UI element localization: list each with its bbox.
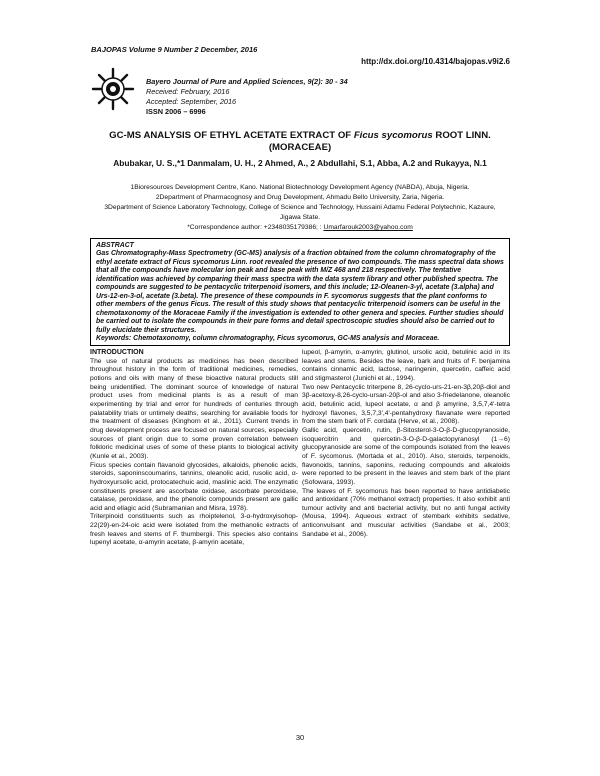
paragraph: The use of natural products as medicines has been described throughout history in the form of traditional medicines, remedies, potions and oils with many of these bioactive natural products still being unidentified. The dominant source of knowledge of natural product uses from medicinal plants is as a result of man experimenting by trial and error for hundreds of centuries through palatability trials or untimely deaths, searching for available foods for the treatment of diseases (Kinghorn et al., 2011). Current trends in drug development process are focused on natural sources, especially sources of plant origin due to some proven correlation between folkloric medicinal uses of some of these plants to biological activity (Kunle et al., 2003). xyxy=(90,357,298,460)
journal-logo xyxy=(91,67,135,111)
section-heading-introduction: INTRODUCTION xyxy=(90,349,144,356)
paper-title xyxy=(95,130,505,154)
journal-info xyxy=(146,77,348,117)
paragraph: Triterpinoid constituents such as rhoiptelenol, 3-α-hydroxyisohop-22(29)-en-24-oic acid were isolated from the methanolic extracts of fresh leaves and stems of F. thumbergii. This species also contains lupenyl acetate, α-amyrin acetate, β-amyrin acetate, xyxy=(90,513,298,547)
affiliation-2: 2Department of Pharmacognosy and Drug Development, Ahmadu Bello University, Zaria, Nigeria. xyxy=(155,194,445,201)
right-column xyxy=(302,349,510,539)
title-species: Ficus sycomorus xyxy=(353,130,433,141)
abstract-box xyxy=(90,238,510,346)
affiliations xyxy=(95,183,505,233)
paragraph: Ficus species contain flavanoid glycosides, alkaloids, phenolic acids, steroids, saponinscoumarins, tannins, oleanolic acid, rusolic acid, α-hydroxyursolic acid, protocatechuic acid, maslinic acid. The enzymatic constituents present are ascorbate oxidase, ascorbate peroxidase, catalase, peroxidase, and the phenolic compounds present are gallic acid and ellagic acid (Subramanian and Misra, 1978). xyxy=(90,461,298,512)
doi-link[interactable]: http://dx.doi.org/10.4314/bajopas.v9i2.6 xyxy=(361,57,510,66)
page-number: 30 xyxy=(295,733,305,742)
affiliation-3: 3Department of Science Laboratory Technology, College of Science and Technology, Hussaini Adamu Federal Polytechnic, Kazaure, Jigawa State. xyxy=(104,204,496,221)
abstract-keywords: Keywords: Chemotaxonomy, column chromatography, Ficus sycomorus, GC-MS analysis and Moraceae. xyxy=(96,334,440,342)
paragraph: Two new Pentacyclic triterpene 8, 26-cyclo-urs-21-en-3β,20β-diol and 3β-acetoxy-8,26-cyclo-ursan-20β-ol and also 3-friedelanone, oleanolic acid, betulinic acid, lupeol acetate, α and β amyrine, 3,5,7,4'-tetra hydroxyl flavones, 3,5,7,3',4'-pentahydroxy flavanate were reported from the stem bark of F. cordata (Herve, et al., 2008). xyxy=(302,383,510,426)
paragraph: Gallic acid, quercetin, rutin, β-Sitosterol-3-O-β-D-glucopyranoside, isoquercitrin and quercetin-3-O-β-D-galactopyranosyl (1→6) glucopyranoside are some of the compounds isolated from the leaves of F. sycomorus. (Mortada et al., 2010). Also, steroids, terpenoids, flavonoids, tannins, saponins, reducing compounds and alkaloids were reported to be present in the leaves and stem bark of the plant (Sofowara, 1993). xyxy=(302,426,510,486)
title-post: ROOT LINN. (MORACEAE) xyxy=(268,130,491,153)
left-column xyxy=(90,349,298,548)
correspondence-label: *Correspondence author: +2348035179386; : xyxy=(187,224,324,231)
title-pre: GC-MS ANALYSIS OF ETHYL ACETATE EXTRACT OF xyxy=(109,130,354,141)
abstract-body: Gas Chromatography-Mass Spectrometry (GC-MS) analysis of a fraction obtained from the column chromatography of the ethyl acetate extract of Ficus sycomorus Linn. root revealed the presence of two compounds. The mass spectral data shows that all the compounds have molecular ion peak and base peak with M/Z 468 and 218 respectively. The tentative identification was achieved by comparing their mass spectra with the data system library and other published spectra. The compounds are suggested to be pentacyclic triterpenoid isomers, and this include; 12-Oleanen-3-yl, acetate (3.alpha) and Urs-12-en-3-ol, acetate (3.beta). The presence of these compounds in F. sycomorus suggests that the plant conforms to other members of the genus Ficus. The result of this study shows that pentacyclic triterpenoid isomers can be useful in the chemotaxonomy of the Moraceae Family if the investigation is extended to other genera and species. Further studies should be carried out to isolate the compounds in their pure forms and detail spectroscopic studies should also be carried out to fully elucidate their structures. xyxy=(96,250,504,334)
correspondence-email[interactable]: Umarfarouk2003@yahoo.com xyxy=(323,224,413,231)
author-list: Abubakar, U. S.,*1 Danmalam, U. H., 2 Ahmed, A., 2 Abdullahi, S.1, Abba, A.2 and Rukayya, N.1 xyxy=(113,158,487,168)
paragraph: The leaves of F. sycomorus has been reported to have antidiabetic and antioxidant (70% methanol extract) properties. It also exhibit anti tumour activity and anti bacterial activity, but no anti fungal activity (Mousa, 1994). Aqueous extract of stembark exhibits sedative, anticonvulsant and muscular activities (Sandabe et al., 2003; Sandabe et al., 2006). xyxy=(302,487,510,538)
running-header: BAJOPAS Volume 9 Number 2 December, 2016 xyxy=(91,45,258,54)
affiliation-1: 1Bioresources Development Centre, Kano. National Biotechnology Development Agency (NABDA), Abuja, Nigeria. xyxy=(130,184,470,191)
journal-name: Bayero Journal of Pure and Applied Sciences, 9(2): 30 - 34 xyxy=(146,77,348,86)
correspondence xyxy=(95,223,505,233)
abstract-heading: ABSTRACT xyxy=(96,242,134,249)
received-date: Received: February, 2016 xyxy=(146,87,230,96)
issn: ISSN 2006 – 6996 xyxy=(146,107,206,116)
accepted-date: Accepted: September, 2016 xyxy=(146,97,237,106)
paragraph: lupeol, β-amyrin, α-amyrin, glutinol, ursolic acid, betulinic acid in its leaves and stems. Besides the leave, bark and fruits of F. benjamina contains cinnamic acid, lactose, naringenin, quercetin, caffeic acid and stigmasterol (Junichi et al., 1994). xyxy=(302,349,510,382)
